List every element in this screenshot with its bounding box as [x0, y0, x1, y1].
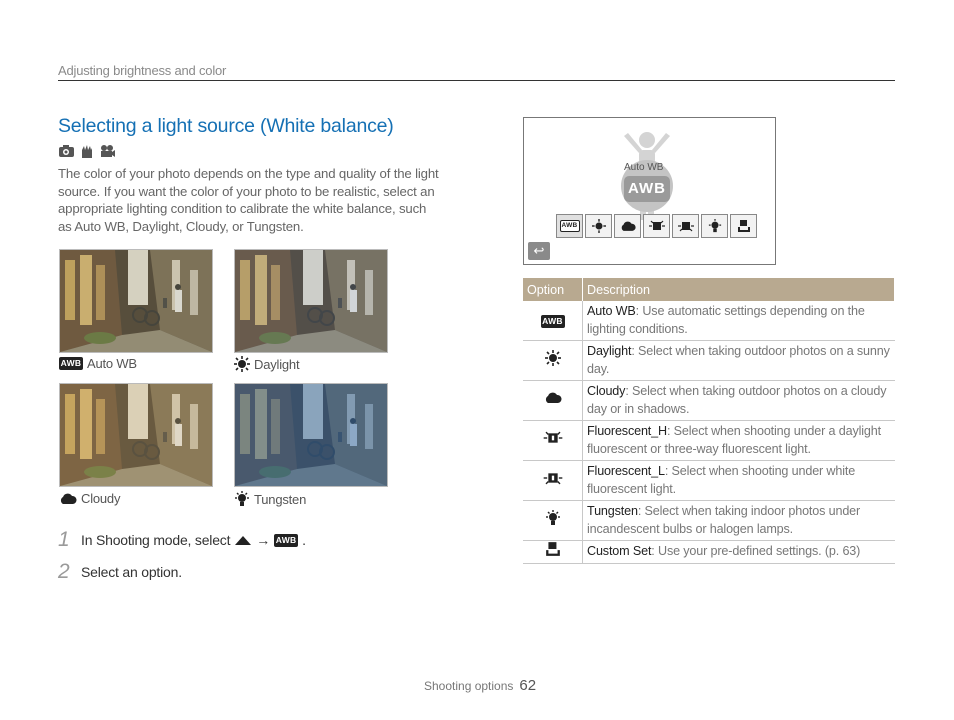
caption-tungsten: Tungsten [234, 491, 306, 507]
step-number: 2 [58, 560, 70, 583]
wb-option-cloudy[interactable] [614, 214, 641, 238]
footer-section: Shooting options [424, 679, 514, 693]
sun-icon [234, 356, 250, 372]
bulb-icon [708, 219, 722, 233]
fluorescent-l-icon [543, 471, 563, 485]
camera-screen [523, 117, 776, 265]
wb-option-auto[interactable] [556, 214, 583, 238]
wb-icon-bar [556, 214, 759, 238]
custom-set-icon [545, 541, 561, 557]
camera-p-icon [58, 144, 75, 158]
awb-icon: AWB [542, 315, 563, 326]
photo-auto-wb [59, 249, 213, 353]
table-row: Cloudy: Select when taking outdoor photos on a cloudy day or in shadows. [523, 381, 895, 421]
step-number: 1 [58, 528, 70, 551]
page-footer [424, 677, 536, 694]
table-row: AWB Auto WB: Use automatic settings depending on the lighting conditions. [523, 301, 895, 341]
cloud-icon [544, 391, 562, 404]
step-text: Select an option. [81, 564, 182, 580]
photo-daylight [234, 249, 388, 353]
wb-option-fluorescent-h[interactable] [643, 214, 670, 238]
header-rule [58, 80, 895, 81]
awb-badge: AWB [624, 176, 670, 202]
camera-mode-icon [234, 534, 252, 546]
fluorescent-l-icon [678, 220, 694, 232]
cloud-icon [59, 492, 77, 505]
wb-option-daylight[interactable] [585, 214, 612, 238]
mode-icons [58, 143, 115, 159]
options-table [523, 278, 895, 564]
wb-option-tungsten[interactable] [701, 214, 728, 238]
sun-icon [592, 219, 606, 233]
wb-option-fluorescent-l[interactable] [672, 214, 699, 238]
page-number: 62 [519, 677, 537, 694]
fluorescent-h-icon [543, 431, 563, 445]
bulb-icon [545, 510, 561, 526]
section-title: Selecting a light source (White balance) [58, 115, 394, 137]
fluorescent-h-icon [649, 220, 665, 232]
step-text: In Shooting mode, select → AWB . [81, 532, 306, 548]
intro-paragraph: The color of your photo depends on the type and quality of the light source. If you want the color of your photo to be realistic, select an appropriate lighting condition to calibrate the white balance, such as Auto WB, Daylight, Cloudy, or Tungsten. [58, 166, 439, 234]
wb-label: Auto WB [624, 162, 664, 173]
back-button[interactable]: ↩ [528, 242, 550, 260]
awb-icon: AWB [275, 534, 297, 545]
table-header-description: Description [583, 278, 895, 301]
custom-set-icon [737, 219, 751, 233]
caption-daylight: Daylight [234, 356, 299, 372]
table-row: Daylight: Select when taking outdoor photos on a sunny day. [523, 341, 895, 381]
caption-cloudy: Cloudy [59, 491, 120, 506]
cloud-icon [620, 220, 636, 232]
table-row: Fluorescent_H: Select when shooting under a daylight fluorescent or three-way fluorescent light. [523, 421, 895, 461]
caption-auto-wb: AWB Auto WB [60, 356, 137, 371]
table-row: Fluorescent_L: Select when shooting under white fluorescent light. [523, 461, 895, 501]
dual-is-icon [79, 144, 95, 159]
awb-icon: AWB [60, 358, 82, 368]
photo-cloudy [59, 383, 213, 487]
table-row: Custom Set: Use your pre-defined settings. (p. 63) [523, 541, 895, 564]
awb-icon: AWB [560, 220, 580, 232]
video-icon [99, 144, 115, 158]
photo-tungsten [234, 383, 388, 487]
bulb-icon [234, 491, 250, 507]
sun-icon [545, 350, 561, 366]
table-header-option: Option [523, 278, 583, 301]
breadcrumb: Adjusting brightness and color [58, 63, 227, 78]
table-row: Tungsten: Select when taking indoor photos under incandescent bulbs or halogen lamps. [523, 501, 895, 541]
wb-option-custom[interactable] [730, 214, 757, 238]
